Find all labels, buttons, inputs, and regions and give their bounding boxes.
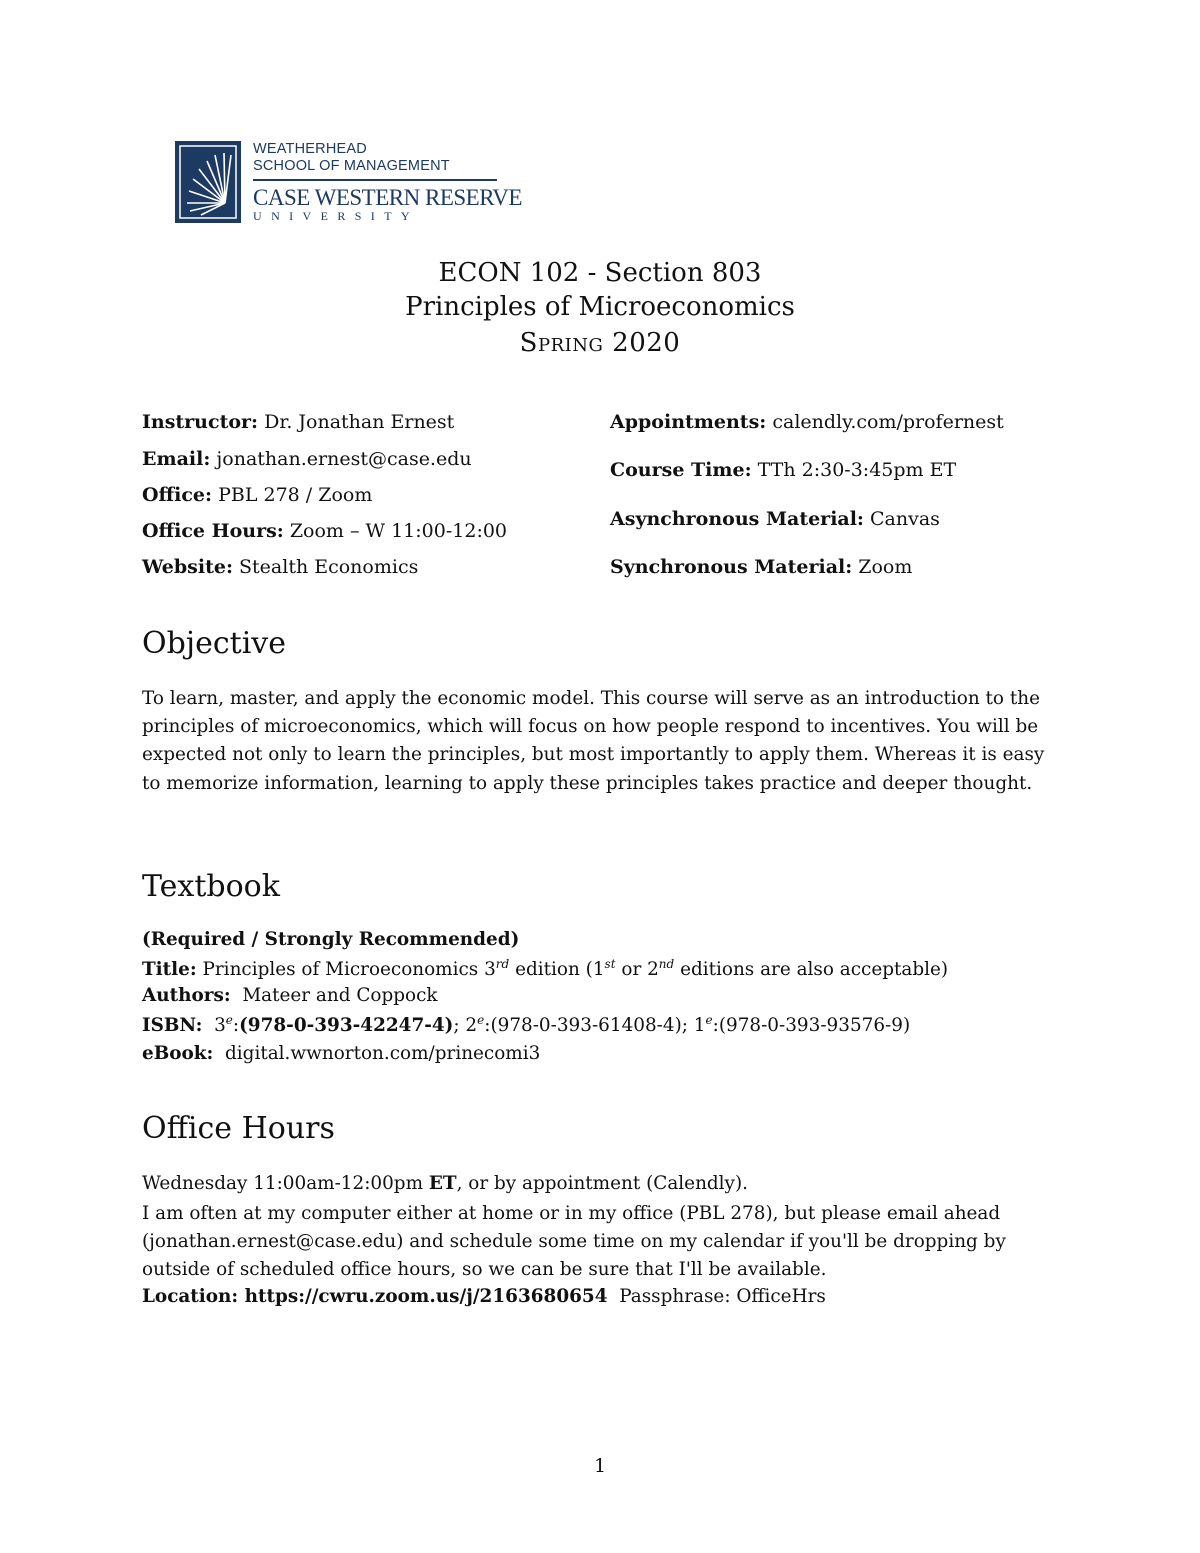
isbn3-value: (978-0-393-42247-4) bbox=[239, 1015, 454, 1036]
info-label: Appointments: bbox=[610, 411, 767, 433]
info-email bbox=[142, 448, 472, 470]
info-label: Asynchronous Material: bbox=[610, 508, 864, 530]
office-hours-location bbox=[142, 1286, 826, 1307]
sup-st: st bbox=[604, 957, 616, 971]
info-course-time bbox=[610, 459, 956, 481]
sup-e: e bbox=[477, 1013, 485, 1027]
sup-nd: nd bbox=[658, 957, 675, 971]
logo-line-3: CASE WESTERN RESERVE bbox=[253, 185, 522, 210]
info-label: Course Time: bbox=[610, 459, 752, 481]
oh-appointment: , or by appointment (Calendly). bbox=[456, 1173, 748, 1194]
authors-value: Mateer and Coppock bbox=[242, 985, 438, 1006]
calendly-link[interactable]: calendly.com/profernest bbox=[772, 411, 1004, 433]
email-link[interactable]: jonathan.ernest@case.edu bbox=[216, 448, 472, 470]
office-hours-text: I am often at my computer either at home or in my office (PBL 278), but please email ahead (jonathan.ernest@case.edu) and schedule some time on my calendar if you'll be dropping by outside of scheduled office hours, so we can be sure that I'll be available. bbox=[142, 1203, 1006, 1281]
objective-text: To learn, master, and apply the economic model. This course will serve as an introduction to the principles of microeconomics, which will focus on how people respond to incentives. You will be expected not only to learn the principles, but most importantly to apply them. Whereas it is easy to memorize information, learning to apply these principles takes practice and deeper thought. bbox=[142, 688, 1045, 794]
textbook-required bbox=[142, 929, 519, 950]
info-office bbox=[142, 484, 372, 506]
sup-e: e bbox=[225, 1013, 233, 1027]
logo-rule bbox=[253, 179, 497, 181]
website-link[interactable]: Stealth Economics bbox=[239, 556, 419, 578]
zoom-link[interactable]: Location: https://cwru.zoom.us/j/2163680654 bbox=[142, 1286, 608, 1307]
textbook-isbn-line bbox=[142, 1013, 910, 1036]
logo-line-1: WEATHERHEAD bbox=[253, 141, 367, 157]
office-hours-heading: Office Hours bbox=[142, 1111, 335, 1146]
page-number: 1 bbox=[593, 1455, 607, 1477]
info-value: Dr. Jonathan Ernest bbox=[264, 411, 455, 433]
info-value: Canvas bbox=[870, 508, 940, 530]
info-label: Synchronous Material: bbox=[610, 556, 853, 578]
textbook-title-line bbox=[142, 957, 948, 980]
required-label: (Required / Strongly Recommended) bbox=[142, 929, 520, 950]
sunburst-logo-icon bbox=[175, 141, 241, 223]
info-label: Office Hours: bbox=[142, 520, 284, 542]
info-instructor bbox=[142, 411, 454, 433]
isbn3-prefix: 3 bbox=[214, 1015, 226, 1036]
info-value: Zoom bbox=[858, 556, 913, 578]
title-edition: edition (1 bbox=[515, 959, 605, 980]
course-name: Principles of Microeconomics bbox=[405, 292, 795, 322]
info-website bbox=[142, 556, 418, 578]
info-async-material bbox=[610, 508, 940, 530]
info-label: Office: bbox=[142, 484, 213, 506]
isbn3-sep: : bbox=[232, 1015, 240, 1036]
info-value: TTh 2:30-3:45pm ET bbox=[757, 459, 957, 481]
oh-time: Wednesday 11:00am-12:00pm bbox=[142, 1173, 429, 1194]
sup-rd: rd bbox=[495, 957, 510, 971]
textbook-heading: Textbook bbox=[142, 869, 280, 904]
title-or: or 2 bbox=[621, 959, 659, 980]
title-label: Title: bbox=[142, 959, 197, 980]
info-value: PBL 278 / Zoom bbox=[218, 484, 373, 506]
textbook-ebook-line bbox=[142, 1043, 540, 1064]
office-hours-line-1 bbox=[142, 1173, 748, 1194]
isbn-label: ISBN: bbox=[142, 1015, 203, 1036]
info-appointments bbox=[610, 411, 1004, 433]
passphrase: Passphrase: OfficeHrs bbox=[619, 1286, 826, 1307]
oh-et: ET bbox=[428, 1173, 457, 1194]
title-text: Principles of Microeconomics 3 bbox=[202, 959, 496, 980]
sup-e: e bbox=[705, 1013, 713, 1027]
course-code: ECON 102 - Section 803 bbox=[438, 258, 762, 288]
isbn2-prefix: ; 2 bbox=[453, 1015, 478, 1036]
course-term: Spring 2020 bbox=[519, 328, 681, 358]
info-label: Website: bbox=[142, 556, 233, 578]
isbn1-value: :(978-0-393-93576-9) bbox=[712, 1015, 911, 1036]
objective-heading: Objective bbox=[142, 626, 287, 661]
info-office-hours bbox=[142, 520, 507, 542]
info-sync-material bbox=[610, 556, 912, 578]
ebook-label: eBook: bbox=[142, 1043, 214, 1064]
info-label: Email: bbox=[142, 448, 211, 470]
title-also: editions are also acceptable) bbox=[680, 959, 949, 980]
isbn2-value: :(978-0-393-61408-4); 1 bbox=[484, 1015, 706, 1036]
textbook-authors-line bbox=[142, 985, 438, 1006]
info-label: Instructor: bbox=[142, 411, 259, 433]
university-logo bbox=[175, 141, 522, 225]
logo-line-4: UNIVERSITY bbox=[253, 209, 419, 223]
logo-line-2: SCHOOL OF MANAGEMENT bbox=[253, 158, 450, 174]
ebook-link[interactable]: digital.wwnorton.com/prinecomi3 bbox=[225, 1043, 541, 1064]
info-value: Zoom – W 11:00-12:00 bbox=[289, 520, 508, 542]
authors-label: Authors: bbox=[142, 985, 231, 1006]
